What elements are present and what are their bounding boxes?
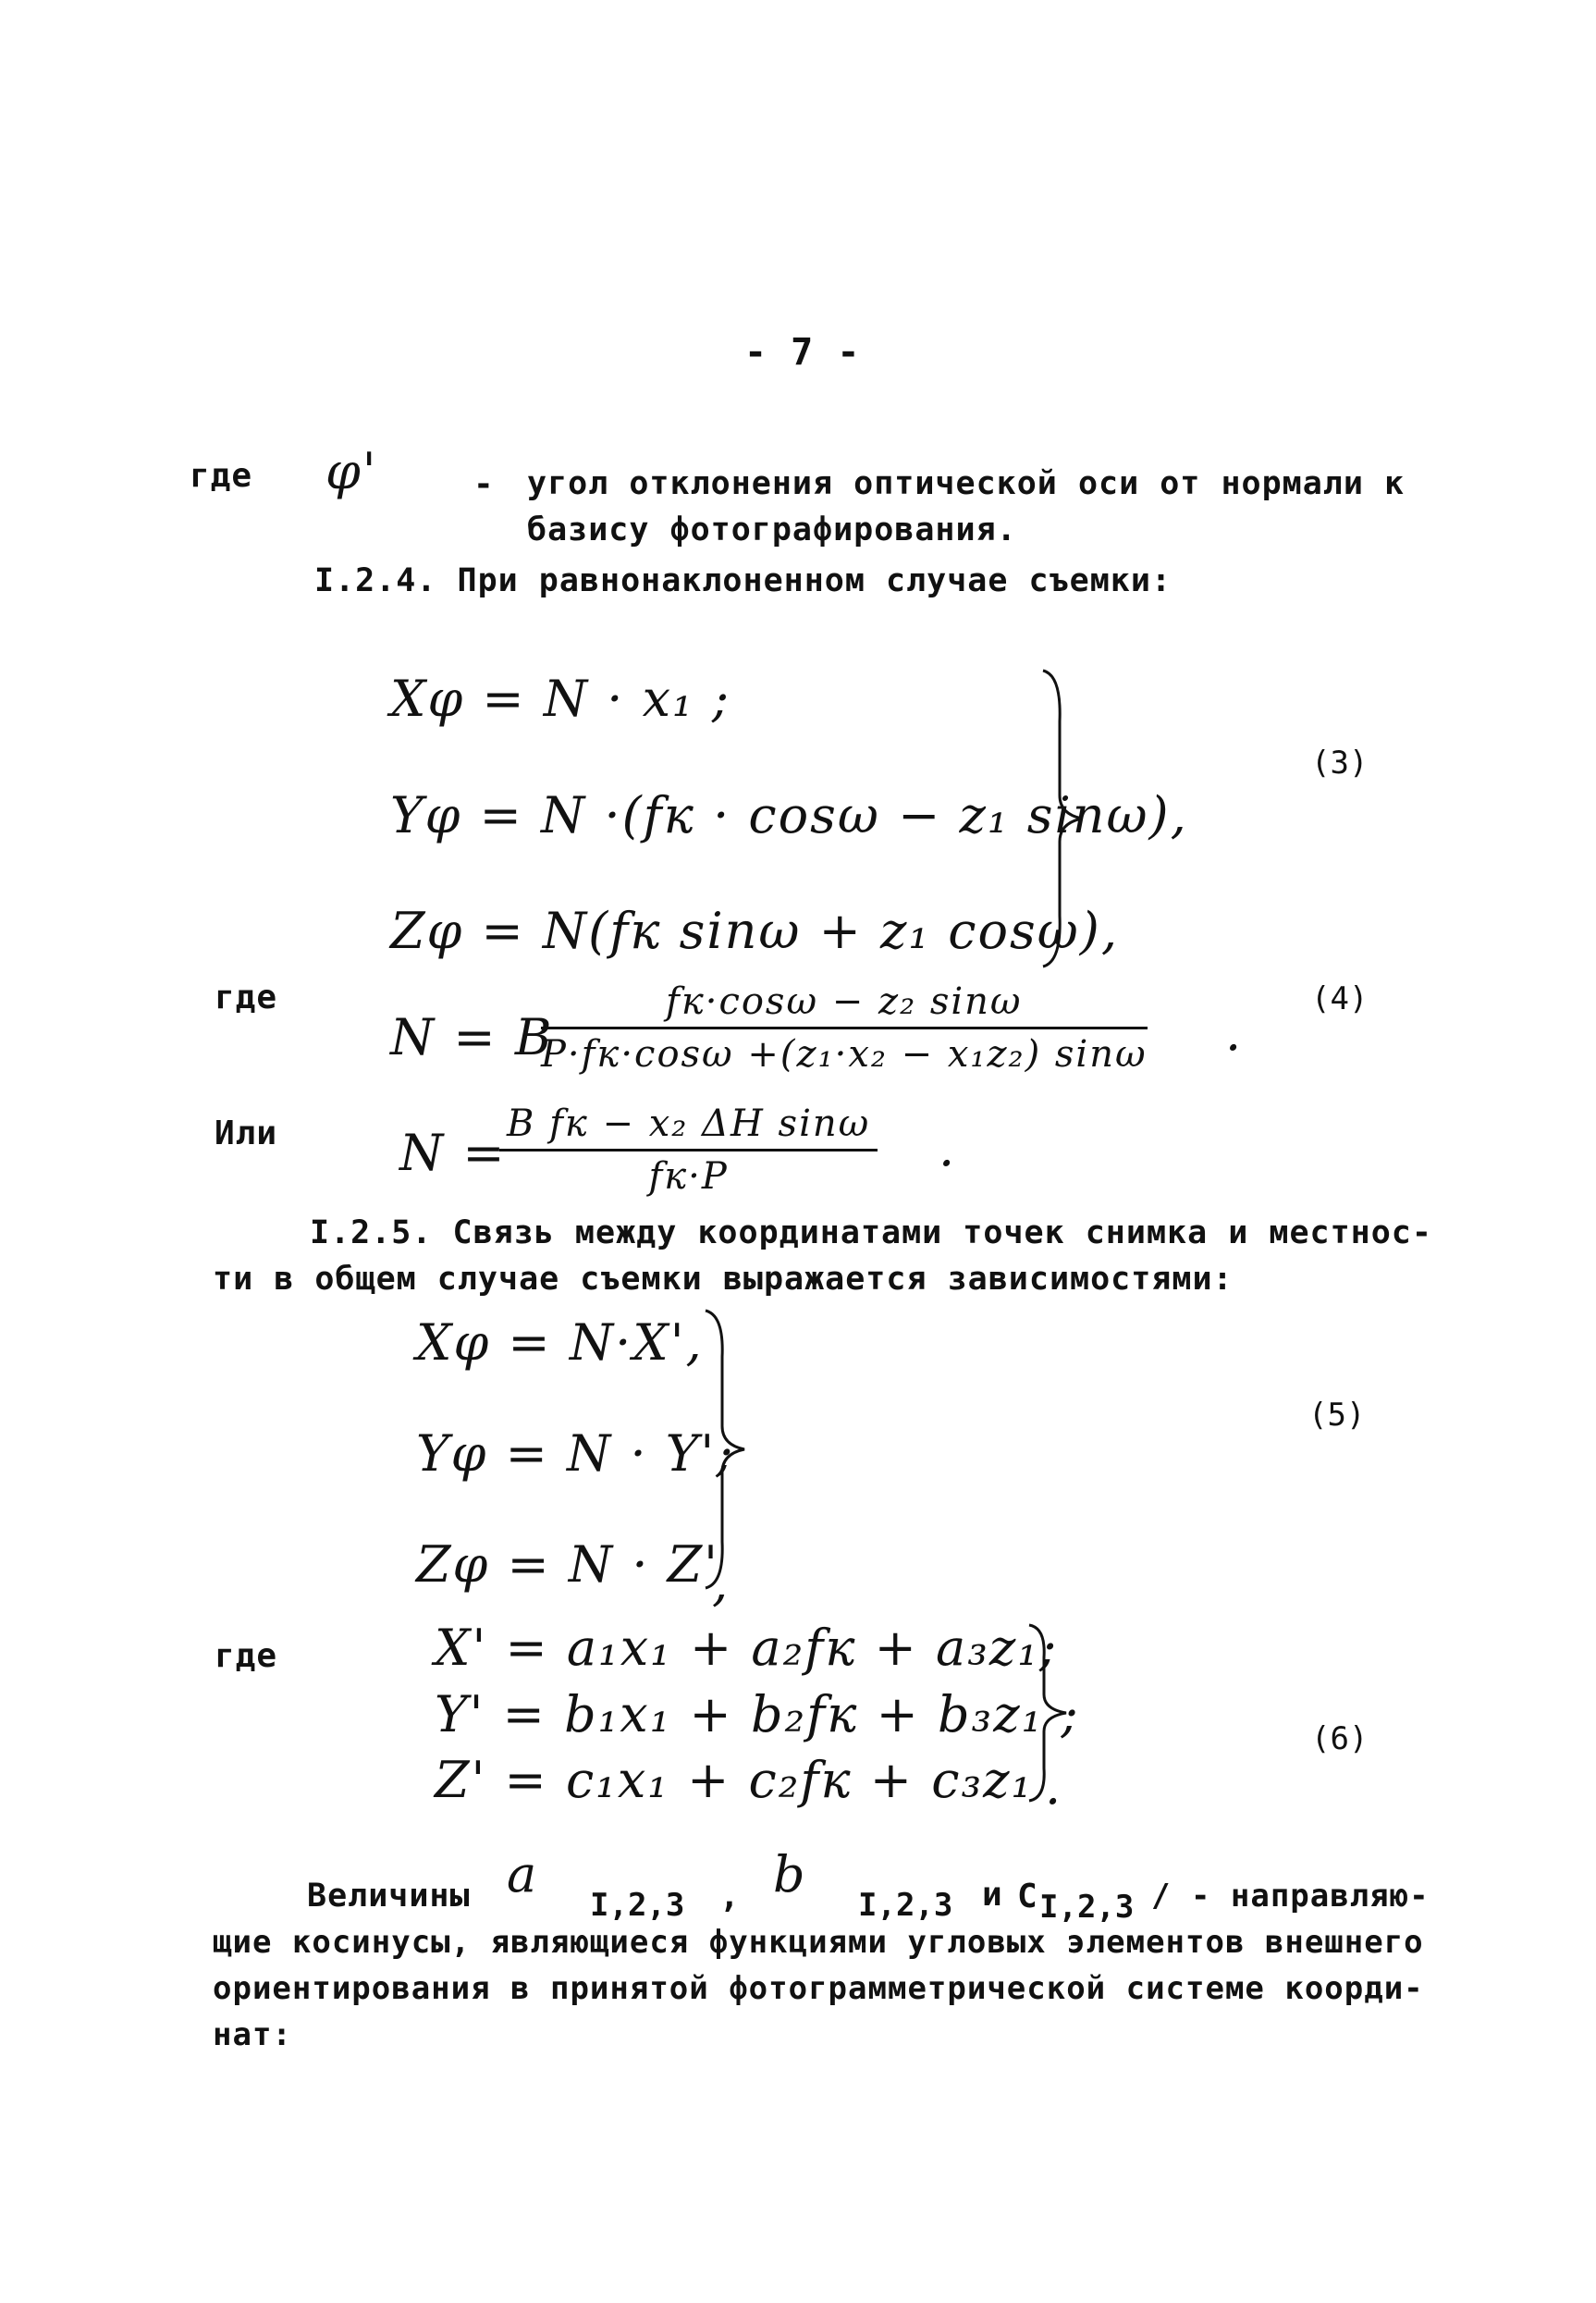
closing-b-symbol: b xyxy=(773,1845,807,1903)
closing-rest: / - направляю- xyxy=(1151,1878,1430,1915)
page-number: - 7 - xyxy=(744,331,861,374)
section-1-2-5-line-1: I.2.5. Связь между координатами точек снимка и местнос- xyxy=(310,1214,1432,1251)
closing-c-symbol: C xyxy=(1017,1878,1038,1915)
closing-b-subscript: I,2,3 xyxy=(858,1887,953,1924)
eq4b-end: . xyxy=(939,1119,957,1177)
eq4-lhs: N = B xyxy=(390,1008,554,1066)
section-heading-1-2-4: I.2.4. При равнонаклоненном случае съемки: xyxy=(314,562,1172,599)
eq6-end: . xyxy=(1045,1757,1063,1816)
eq6-line-2: Y' = b₁x₁ + b₂fк + b₃z₁ ; xyxy=(435,1685,1080,1743)
eq4b-numerator: B fк − x₂ ΔH sinω xyxy=(499,1102,878,1152)
eq5-end: , xyxy=(712,1554,730,1612)
where-label-2: где xyxy=(215,979,278,1016)
eq6-line-3: Z' = c₁x₁ + c₂fк + c₃z₁ xyxy=(435,1751,1034,1809)
eq3-line-1: Xφ = N · x₁ ; xyxy=(390,670,731,728)
closing-word: Величины xyxy=(307,1878,471,1915)
closing-a-subscript: I,2,3 xyxy=(590,1887,685,1924)
where-label-3: где xyxy=(215,1637,278,1675)
closing-line-4: нат: xyxy=(213,2016,292,2053)
closing-c-subscript: I,2,3 xyxy=(1039,1889,1135,1926)
eq4-fraction xyxy=(541,980,1148,1076)
where-label-1: где xyxy=(190,457,253,495)
closing-comma: , xyxy=(719,1878,741,1915)
or-label: Или xyxy=(215,1115,278,1152)
eq4b-denominator: fк·P xyxy=(648,1155,729,1198)
eq3-line-3: Zφ = N(fк sinω + z₁ cosω), xyxy=(390,902,1119,960)
eq4-end: . xyxy=(1225,1004,1244,1062)
section-1-2-5-line-2: ти в общем случае съемки выражается зависимостями: xyxy=(213,1261,1234,1298)
closing-line-3: ориентирования в принятой фотограмметрической системе коорди- xyxy=(213,1970,1424,2007)
eq6-number: (6) xyxy=(1311,1720,1369,1757)
eq4b-fraction xyxy=(499,1102,878,1198)
eq5-line-2: Yφ = N · Y'; xyxy=(416,1424,735,1483)
definition-line-1: угол отклонения оптической оси от нормали к xyxy=(527,465,1406,502)
closing-and: и xyxy=(982,1876,1003,1914)
eq4-number: (4) xyxy=(1311,980,1369,1017)
closing-line-2: щие косинусы, являющиеся функциями угловых элементов внешнего xyxy=(213,1924,1424,1961)
eq3-number: (3) xyxy=(1311,745,1369,782)
definition-line-2: базису фотографирования. xyxy=(527,511,1017,548)
definition-dash: - xyxy=(473,465,495,503)
eq5-number: (5) xyxy=(1308,1397,1366,1434)
eq5-right-brace xyxy=(698,1306,754,1593)
eq5-line-1: Xφ = N·X', xyxy=(416,1313,704,1372)
phi-prime-symbol: φ' xyxy=(325,442,378,500)
eq5-line-3: Zφ = N · Z' xyxy=(416,1535,720,1594)
eq3-right-brace xyxy=(1036,666,1091,971)
closing-a-symbol: a xyxy=(507,1845,539,1903)
eq6-line-1: X' = a₁x₁ + a₂fк + a₃z₁; xyxy=(435,1619,1059,1677)
eq4-denominator: P·fк·cosω +(z₁·x₂ − x₁z₂) sinω xyxy=(541,1033,1148,1076)
eq4-numerator: fк·cosω − z₂ sinω xyxy=(541,980,1148,1029)
eq4b-lhs: N = xyxy=(399,1124,507,1182)
eq3-line-2: Yφ = N ·(fк · cosω − z₁ sinω), xyxy=(390,786,1188,844)
